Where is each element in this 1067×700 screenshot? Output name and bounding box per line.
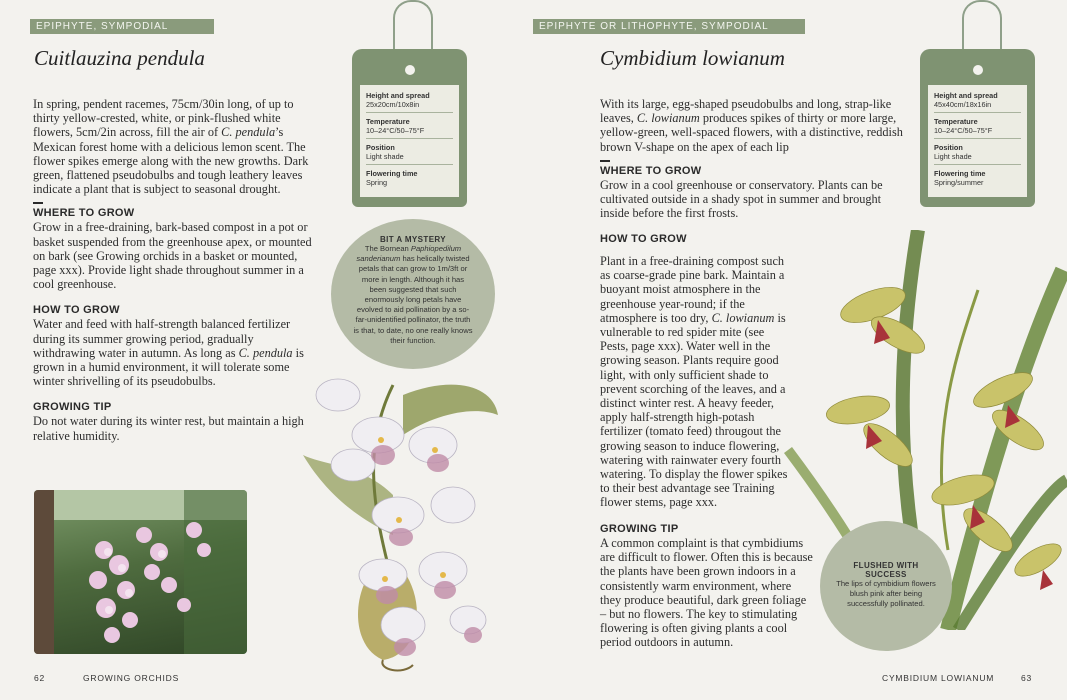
tag-card: Height and spread 45x40cm/18x16in Temperature 10–24°C/50–75°F Position Light shade Flowering time Spring/summer <box>928 85 1027 197</box>
footer-title: GROWING ORCHIDS <box>83 673 180 683</box>
tag-string <box>393 0 433 52</box>
tip-text: Do not water during its winter rest, but maintain a high relative humidity. <box>33 414 304 443</box>
intro-paragraph: In spring, pendent racemes, 75cm/30in long, of up to thirty yellow-crested, white, or pink-flushed white flowers, 5cm/2in across, fill the air of C. pendula’s Mexican forest home with a delicious lemon scent. The flower spikes emerge along with the new growths. Dark green, flattened pseudobulbs and tough leathery leaves indicate a plant that is subject to seasonal drought. <box>33 97 309 197</box>
orchid-photo <box>34 490 247 654</box>
how-heading: HOW TO GROW <box>600 233 687 246</box>
where-text: Grow in a cool greenhouse or conservatory. Plants can be cultivated outside in a shady spot in summer and brought inside before the first frosts. <box>600 177 883 221</box>
how-text: Plant in a free-draining compost such as coarse-grade pine bark. Maintain a buoyant moist atmosphere in the greenhouse year-round; if the atmosphere is too dry, C. lowianum is vulnerable to red spider mite (see Pests, page xxx). Water well in the growing season. Plants require good light, with only sufficient shade to prevent scorching of the leaves, and a distinct winter rest. A heavy feeder, apply half-strength high-potash fertilizer (tomato feed) througout the growing season to induce flowering, watering with rainwater every fourth watering. To display the flower spikes to their best advantage see Training flower stems, page xxx. <box>600 254 788 510</box>
where-heading: WHERE TO GROW <box>600 164 702 177</box>
page-title: Cuitlauzina pendula <box>34 46 205 70</box>
divider <box>600 160 610 162</box>
right-body-top <box>600 97 906 246</box>
intro-paragraph: With its large, egg-shaped pseudobulbs and long, strap-like leaves, C. lowianum produces spikes of thirty or more large, yellow-green, well-spaced flowers, with a distinctive, reddish brown V-shape on the apex of each lip <box>600 97 903 154</box>
tip-heading: GROWING TIP <box>600 523 679 535</box>
divider <box>33 202 43 204</box>
page-title: Cymbidium lowianum <box>600 46 785 70</box>
tag-hole <box>405 65 415 75</box>
tag-card: Height and spread 25x20cm/10x8in Temperature 10–24°C/50–75°F Position Light shade Flowering time Spring <box>360 85 459 197</box>
footer-page-number: 63 <box>1021 673 1033 683</box>
how-heading: HOW TO GROW <box>33 304 120 317</box>
left-page <box>0 0 533 700</box>
tip-text: A common complaint is that cymbidiums are difficult to flower. Often this is because the plants have been grown indoors in a consistently warm environment, where they produce beautiful, dark green foliage – but no flowers. The key to stimulating flowering is often giving plants a cool period outdoors in autumn. <box>600 536 813 650</box>
cuitlauzina-illustration <box>283 355 513 680</box>
left-body <box>33 97 315 443</box>
how-text: Water and feed with half-strength balanced fertilizer during its summer growing period, gradually withdrawing water in autumn. As long as C. pendula is grown in a humid environment, it will tolerate some winter shrivelling of its pseudobulbs. <box>33 317 304 389</box>
orchid-photo-image <box>34 490 247 654</box>
plant-info-tag <box>920 49 1035 207</box>
tag-hole <box>973 65 983 75</box>
where-text: Grow in a free-draining, bark-based compost in a pot or basket suspended from the greenhouse apex, or mounted on bark (see Growing orchids in a basket or mounted, page xxx). Provide light shade throughout summer in a cool greenhouse. <box>33 220 312 292</box>
right-page <box>533 0 1067 700</box>
plant-info-tag <box>352 49 467 207</box>
how-text-column <box>600 254 788 510</box>
category-bar: EPIPHYTE OR LITHOPHYTE, SYMPODIAL <box>533 19 805 34</box>
footer-page-number: 62 <box>34 673 46 683</box>
flushed-callout: FLUSHED WITH SUCCESS The lips of cymbidium flowers blush pink after being successfully pollinated. <box>820 521 952 651</box>
category-bar: EPIPHYTE, SYMPODIAL <box>30 19 214 34</box>
tip-heading: GROWING TIP <box>33 401 112 414</box>
where-heading: WHERE TO GROW <box>33 207 135 220</box>
tag-string <box>962 0 1002 52</box>
footer-title: CYMBIDIUM LOWIANUM <box>882 673 995 683</box>
mystery-callout: BIT A MYSTERY The Bornean Paphiopedilum sanderianum has helically twisted petals that can grow to 1m/3ft or more in length. Although it has been suggested that such enormously long petals have evolved to aid pollination by a so-far-unidentified pollinator, the truth is that, to date, no one really knows their function. <box>331 219 495 369</box>
